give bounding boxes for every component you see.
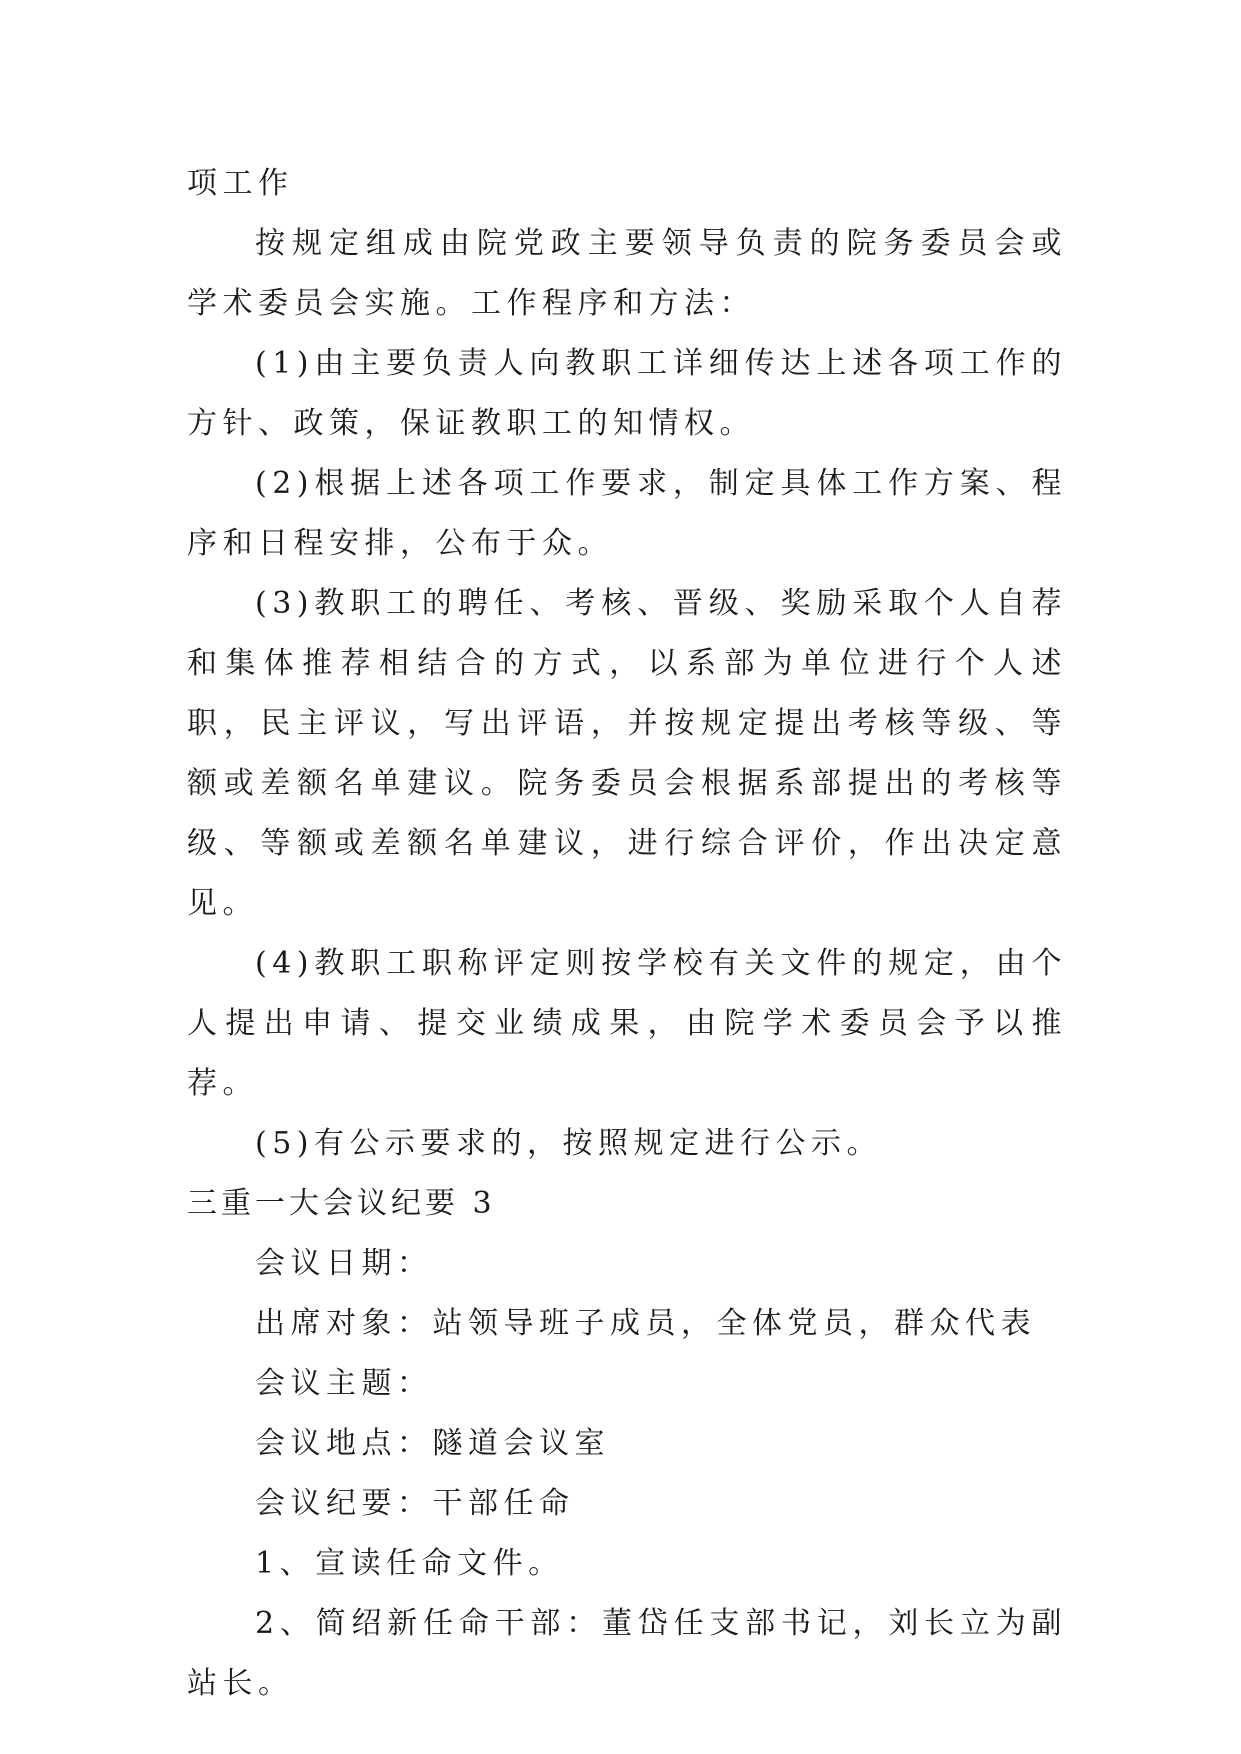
section-title: 三重一大会议纪要 3: [187, 1186, 496, 1221]
meeting-item-2: 2、简绍新任命干部：董岱任支部书记，刘长立为副站长。: [187, 1606, 1067, 1701]
meeting-date: 会议日期：: [255, 1246, 433, 1281]
paragraph-item-2: (2)根据上述各项工作要求，制定具体工作方案、程序和日程安排，公布于众。: [187, 466, 1067, 561]
meeting-location: 会议地点：隧道会议室: [255, 1426, 610, 1461]
document-page: [187, 154, 1067, 1714]
paragraph-item-5: (5)有公示要求的，按照规定进行公示。: [255, 1126, 882, 1161]
paragraph-item-1: (1)由主要负责人向教职工详细传达上述各项工作的方针、政策，保证教职工的知情权。: [187, 346, 1067, 441]
paragraph-item-4: (4)教职工职称评定则按学校有关文件的规定，由个人提出申请、提交业绩成果，由院学术委员会予以推荐。: [187, 946, 1067, 1101]
paragraph-continuation: 项工作: [187, 166, 294, 201]
paragraph-item-3: (3)教职工的聘任、考核、晋级、奖励采取个人自荐和集体推荐相结合的方式，以系部为单位进行个人述职，民主评议，写出评语，并按规定提出考核等级、等额或差额名单建议。院务委员会根据系部提出的考核等级、等额或差额名单建议，进行综合评价，作出决定意见。: [187, 586, 1067, 921]
meeting-item-1: 1、宣读任命文件。: [255, 1546, 564, 1581]
meeting-attendees: 出席对象：站领导班子成员，全体党员，群众代表: [255, 1306, 1036, 1341]
meeting-minutes: 会议纪要：干部任命: [255, 1486, 575, 1521]
meeting-topic: 会议主题：: [255, 1366, 433, 1401]
paragraph-procedure-intro: 按规定组成由院党政主要领导负责的院务委员会或学术委员会实施。工作程序和方法：: [187, 226, 1067, 321]
